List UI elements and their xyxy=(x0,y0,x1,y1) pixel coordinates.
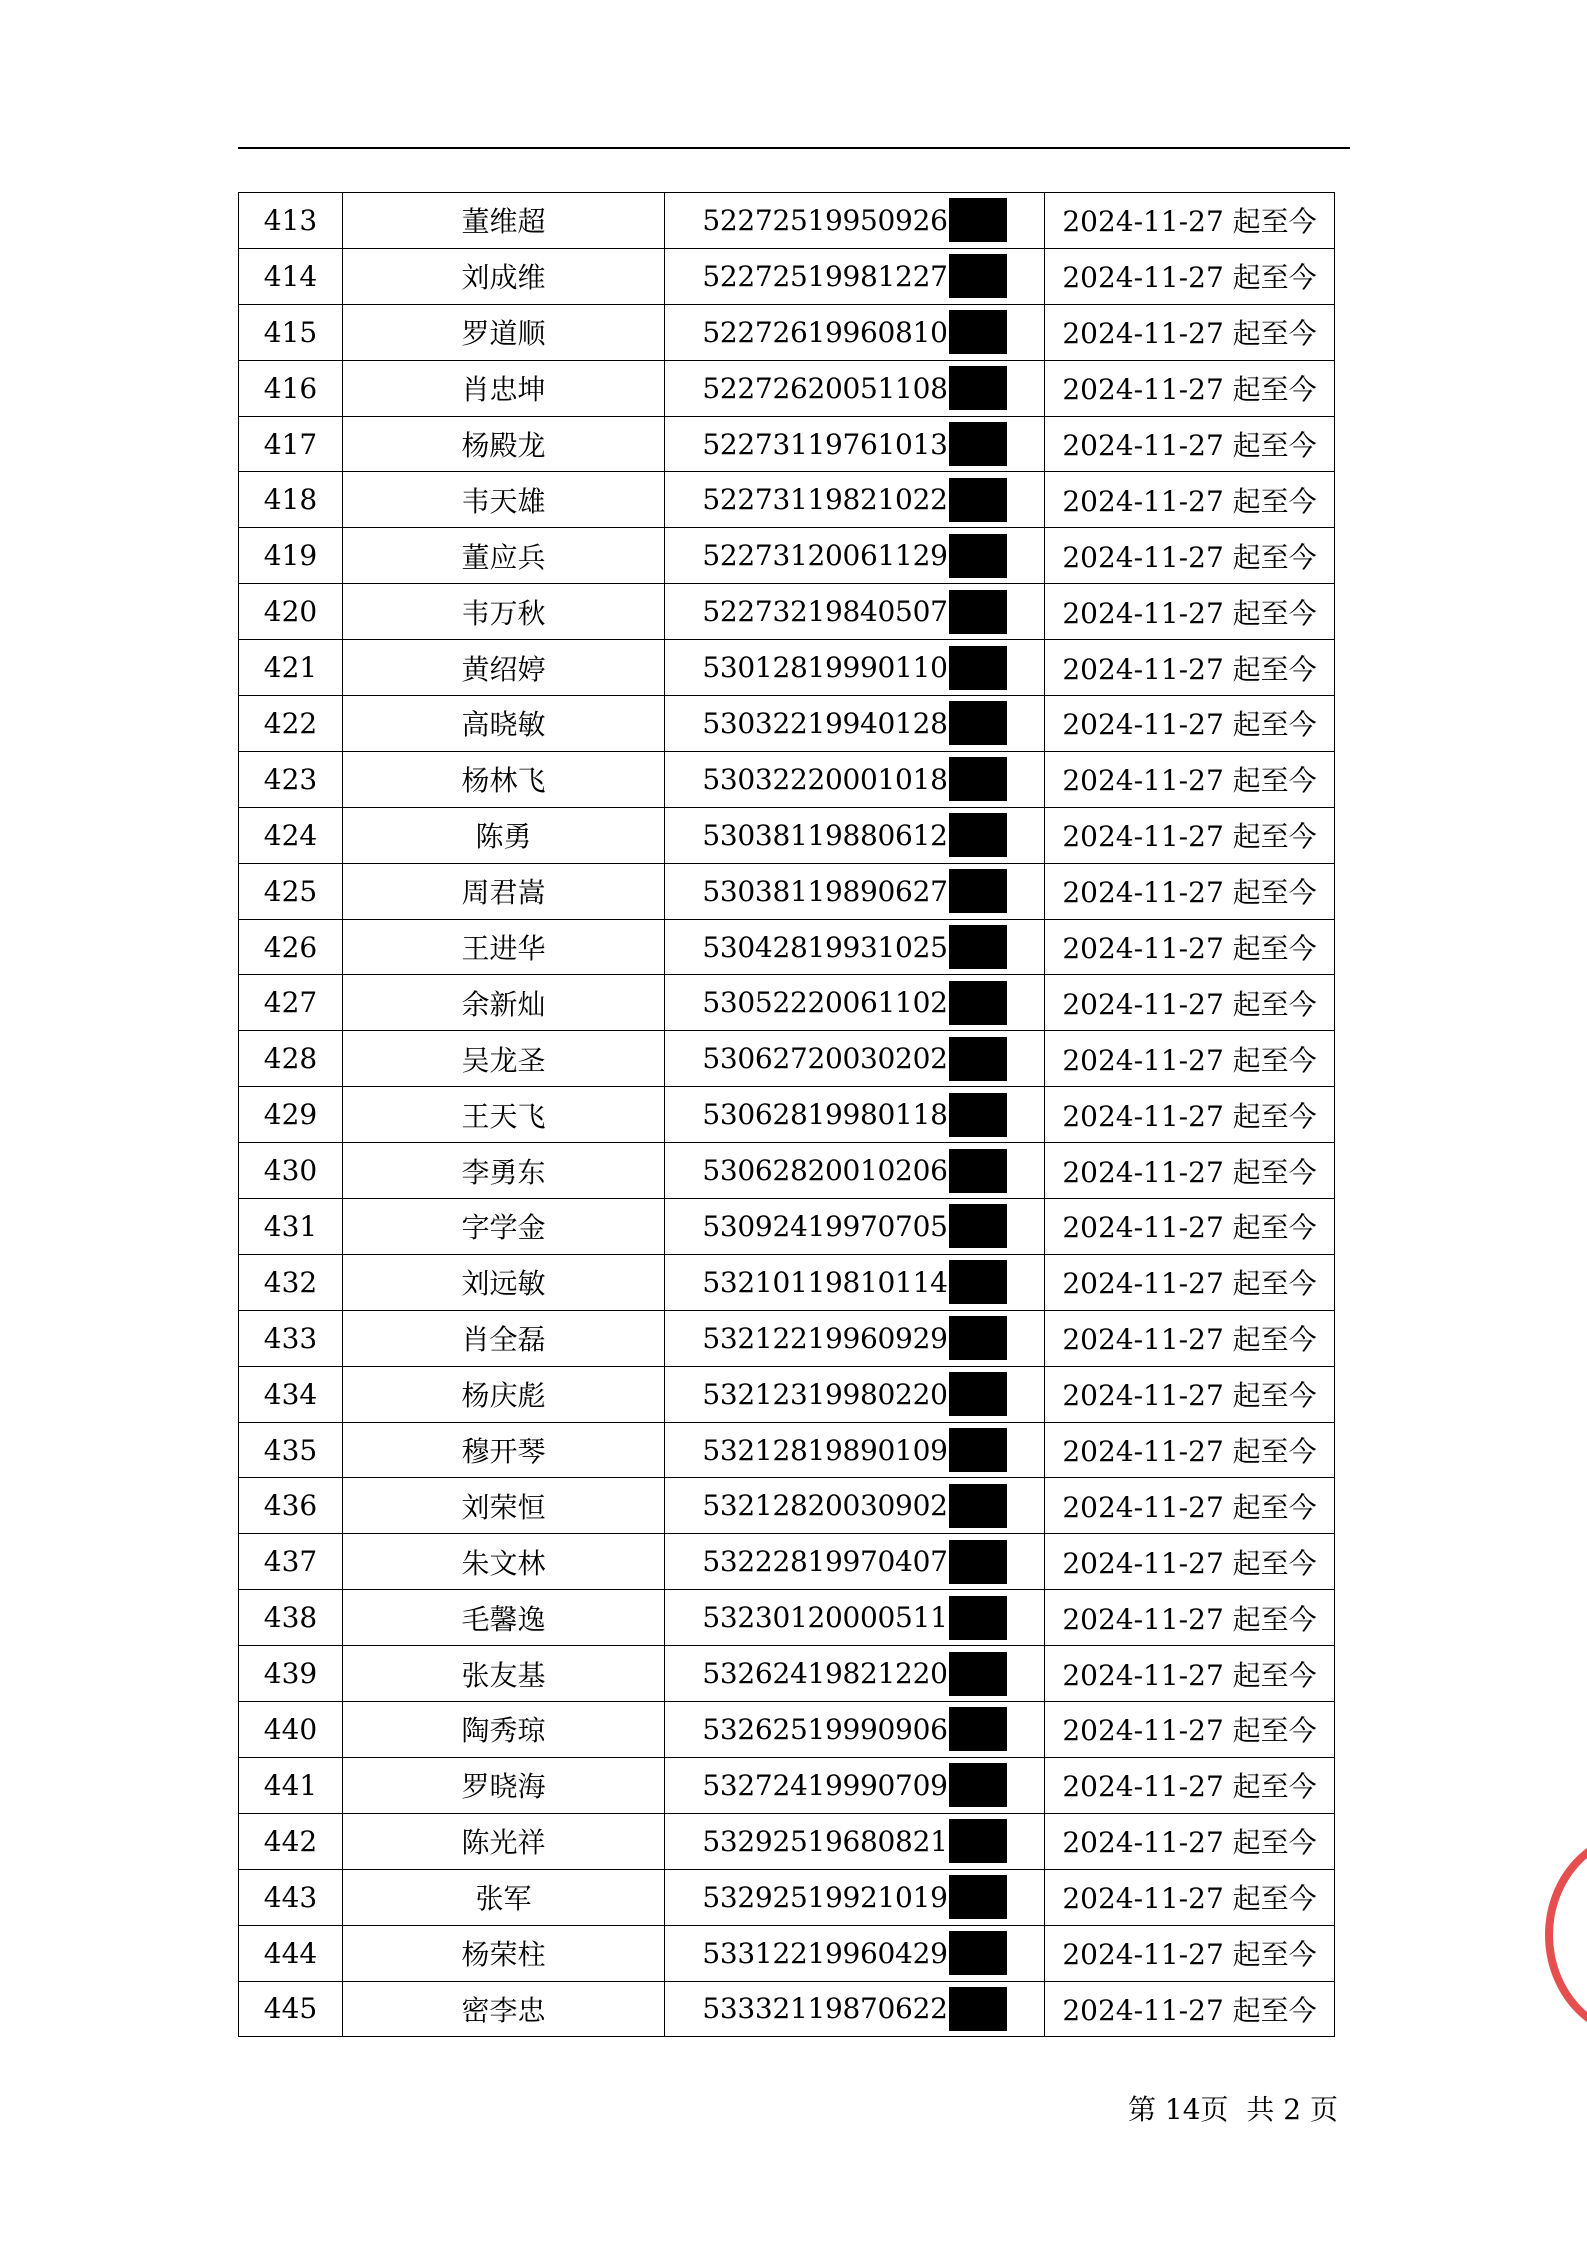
person-name: 韦万秋 xyxy=(343,584,665,640)
id-number: 53210119810114 xyxy=(702,1265,948,1299)
id-number-cell xyxy=(665,472,1045,528)
person-name: 余新灿 xyxy=(343,975,665,1031)
red-seal-stamp xyxy=(1545,1830,1587,2040)
id-number: 53222819970407 xyxy=(702,1545,948,1579)
person-name: 王进华 xyxy=(343,919,665,975)
person-name: 密李忠 xyxy=(343,1981,665,2037)
id-number-cell xyxy=(665,1143,1045,1199)
start-date: 2024-11-27 起至今 xyxy=(1045,193,1335,249)
id-number-cell xyxy=(665,1590,1045,1646)
id-number: 53212820030902 xyxy=(702,1489,948,1523)
row-number: 424 xyxy=(239,807,343,863)
table-row xyxy=(239,360,1335,416)
redaction-block xyxy=(949,981,1007,1025)
start-date: 2024-11-27 起至今 xyxy=(1045,1366,1335,1422)
id-number-cell xyxy=(665,304,1045,360)
row-number: 422 xyxy=(239,696,343,752)
row-number: 421 xyxy=(239,640,343,696)
id-number: 53038119880612 xyxy=(702,818,948,852)
id-number: 53062819980118 xyxy=(702,1098,948,1132)
table-row xyxy=(239,1143,1335,1199)
redaction-block xyxy=(949,1875,1007,1919)
row-number: 420 xyxy=(239,584,343,640)
redaction-block xyxy=(949,1037,1007,1081)
row-number: 426 xyxy=(239,919,343,975)
row-number: 419 xyxy=(239,528,343,584)
redaction-block xyxy=(949,590,1007,634)
id-number-cell xyxy=(665,1869,1045,1925)
table-row xyxy=(239,1757,1335,1813)
id-number-cell xyxy=(665,807,1045,863)
start-date: 2024-11-27 起至今 xyxy=(1045,1981,1335,2037)
id-number: 52273119821022 xyxy=(702,483,948,517)
id-number-cell xyxy=(665,1646,1045,1702)
start-date: 2024-11-27 起至今 xyxy=(1045,640,1335,696)
roster-body xyxy=(239,193,1335,2037)
person-name: 毛馨逸 xyxy=(343,1590,665,1646)
redaction-block xyxy=(949,534,1007,578)
id-number: 53038119890627 xyxy=(702,874,948,908)
redaction-block xyxy=(949,366,1007,410)
id-number-cell xyxy=(665,1254,1045,1310)
person-name: 刘远敏 xyxy=(343,1254,665,1310)
person-name: 陶秀琼 xyxy=(343,1702,665,1758)
id-number-cell xyxy=(665,193,1045,249)
id-number: 53212219960929 xyxy=(702,1321,948,1355)
id-number-cell xyxy=(665,640,1045,696)
start-date: 2024-11-27 起至今 xyxy=(1045,304,1335,360)
start-date: 2024-11-27 起至今 xyxy=(1045,360,1335,416)
start-date: 2024-11-27 起至今 xyxy=(1045,919,1335,975)
id-number: 53212819890109 xyxy=(702,1433,948,1467)
table-row xyxy=(239,1031,1335,1087)
redaction-block xyxy=(949,813,1007,857)
id-number-cell xyxy=(665,863,1045,919)
person-name: 陈勇 xyxy=(343,807,665,863)
start-date: 2024-11-27 起至今 xyxy=(1045,751,1335,807)
table-row xyxy=(239,751,1335,807)
start-date: 2024-11-27 起至今 xyxy=(1045,1646,1335,1702)
start-date: 2024-11-27 起至今 xyxy=(1045,1702,1335,1758)
table-row xyxy=(239,1254,1335,1310)
row-number: 439 xyxy=(239,1646,343,1702)
row-number: 431 xyxy=(239,1199,343,1255)
redaction-block xyxy=(949,1372,1007,1416)
row-number: 415 xyxy=(239,304,343,360)
table-row xyxy=(239,807,1335,863)
id-number: 52273119761013 xyxy=(702,427,948,461)
person-name: 高晓敏 xyxy=(343,696,665,752)
table-row xyxy=(239,248,1335,304)
id-number-cell xyxy=(665,696,1045,752)
table-row xyxy=(239,975,1335,1031)
id-number: 53292519921019 xyxy=(702,1880,948,1914)
start-date: 2024-11-27 起至今 xyxy=(1045,863,1335,919)
id-number: 53052220061102 xyxy=(702,986,948,1020)
row-number: 418 xyxy=(239,472,343,528)
redaction-block xyxy=(949,1652,1007,1696)
start-date: 2024-11-27 起至今 xyxy=(1045,1813,1335,1869)
person-name: 刘荣恒 xyxy=(343,1478,665,1534)
id-number-cell xyxy=(665,1925,1045,1981)
start-date: 2024-11-27 起至今 xyxy=(1045,1422,1335,1478)
person-name: 董维超 xyxy=(343,193,665,249)
id-number: 53262519990906 xyxy=(702,1712,948,1746)
table-row xyxy=(239,472,1335,528)
header-rule xyxy=(238,147,1350,149)
row-number: 413 xyxy=(239,193,343,249)
id-number-cell xyxy=(665,1422,1045,1478)
redaction-block xyxy=(949,1484,1007,1528)
id-number-cell xyxy=(665,416,1045,472)
redaction-block xyxy=(949,1931,1007,1975)
person-name: 杨林飞 xyxy=(343,751,665,807)
start-date: 2024-11-27 起至今 xyxy=(1045,1087,1335,1143)
table-row xyxy=(239,1813,1335,1869)
start-date: 2024-11-27 起至今 xyxy=(1045,1031,1335,1087)
id-number: 53230120000511 xyxy=(702,1601,948,1635)
table-row xyxy=(239,1534,1335,1590)
row-number: 440 xyxy=(239,1702,343,1758)
id-number: 53062720030202 xyxy=(702,1042,948,1076)
id-number-cell xyxy=(665,584,1045,640)
row-number: 445 xyxy=(239,1981,343,2037)
id-number-cell xyxy=(665,1813,1045,1869)
person-name: 黄绍婷 xyxy=(343,640,665,696)
start-date: 2024-11-27 起至今 xyxy=(1045,1199,1335,1255)
id-number: 52272519981227 xyxy=(702,259,948,293)
row-number: 433 xyxy=(239,1310,343,1366)
id-number: 52272619960810 xyxy=(702,315,948,349)
id-number-cell xyxy=(665,1478,1045,1534)
start-date: 2024-11-27 起至今 xyxy=(1045,1757,1335,1813)
person-name: 肖忠坤 xyxy=(343,360,665,416)
redaction-block xyxy=(949,869,1007,913)
redaction-block xyxy=(949,198,1007,242)
id-number-cell xyxy=(665,975,1045,1031)
person-name: 罗晓海 xyxy=(343,1757,665,1813)
row-number: 438 xyxy=(239,1590,343,1646)
row-number: 432 xyxy=(239,1254,343,1310)
person-name: 李勇东 xyxy=(343,1143,665,1199)
table-row xyxy=(239,1310,1335,1366)
row-number: 427 xyxy=(239,975,343,1031)
id-number-cell xyxy=(665,1031,1045,1087)
start-date: 2024-11-27 起至今 xyxy=(1045,1143,1335,1199)
id-number: 53272419990709 xyxy=(702,1768,948,1802)
start-date: 2024-11-27 起至今 xyxy=(1045,1310,1335,1366)
start-date: 2024-11-27 起至今 xyxy=(1045,807,1335,863)
table-row xyxy=(239,640,1335,696)
page-footer xyxy=(1128,2088,1338,2128)
table-row xyxy=(239,696,1335,752)
id-number: 52273219840507 xyxy=(702,595,948,629)
row-number: 429 xyxy=(239,1087,343,1143)
id-number-cell xyxy=(665,1534,1045,1590)
start-date: 2024-11-27 起至今 xyxy=(1045,1254,1335,1310)
redaction-block xyxy=(949,254,1007,298)
table-row xyxy=(239,1702,1335,1758)
redaction-block xyxy=(949,1428,1007,1472)
id-number: 53032219940128 xyxy=(702,706,948,740)
redaction-block xyxy=(949,422,1007,466)
id-number: 53042819931025 xyxy=(702,930,948,964)
start-date: 2024-11-27 起至今 xyxy=(1045,416,1335,472)
table-row xyxy=(239,1869,1335,1925)
id-number: 53212319980220 xyxy=(702,1377,948,1411)
person-name: 杨荣柱 xyxy=(343,1925,665,1981)
id-number-cell xyxy=(665,1981,1045,2037)
person-name: 杨殿龙 xyxy=(343,416,665,472)
table-row xyxy=(239,1646,1335,1702)
id-number-cell xyxy=(665,751,1045,807)
person-name: 陈光祥 xyxy=(343,1813,665,1869)
id-number-cell xyxy=(665,248,1045,304)
table-row xyxy=(239,304,1335,360)
row-number: 444 xyxy=(239,1925,343,1981)
id-number: 52272620051108 xyxy=(702,371,948,405)
person-name: 肖全磊 xyxy=(343,1310,665,1366)
table-row xyxy=(239,1925,1335,1981)
start-date: 2024-11-27 起至今 xyxy=(1045,584,1335,640)
redaction-block xyxy=(949,1596,1007,1640)
redaction-block xyxy=(949,478,1007,522)
redaction-block xyxy=(949,310,1007,354)
id-number-cell xyxy=(665,1199,1045,1255)
table-row xyxy=(239,1590,1335,1646)
id-number-cell xyxy=(665,528,1045,584)
id-number: 53092419970705 xyxy=(702,1209,948,1243)
redaction-block xyxy=(949,1540,1007,1584)
row-number: 435 xyxy=(239,1422,343,1478)
redaction-block xyxy=(949,925,1007,969)
row-number: 414 xyxy=(239,248,343,304)
table-row xyxy=(239,1478,1335,1534)
start-date: 2024-11-27 起至今 xyxy=(1045,1534,1335,1590)
id-number-cell xyxy=(665,919,1045,975)
row-number: 428 xyxy=(239,1031,343,1087)
person-name: 杨庆彪 xyxy=(343,1366,665,1422)
person-name: 张军 xyxy=(343,1869,665,1925)
person-name: 穆开琴 xyxy=(343,1422,665,1478)
table-row xyxy=(239,1087,1335,1143)
start-date: 2024-11-27 起至今 xyxy=(1045,1869,1335,1925)
redaction-block xyxy=(949,1260,1007,1304)
page-number: 第 14页 xyxy=(1128,2093,1229,2126)
start-date: 2024-11-27 起至今 xyxy=(1045,1590,1335,1646)
table-row xyxy=(239,528,1335,584)
id-number: 53062820010206 xyxy=(702,1154,948,1188)
start-date: 2024-11-27 起至今 xyxy=(1045,472,1335,528)
person-name: 董应兵 xyxy=(343,528,665,584)
person-name: 吴龙圣 xyxy=(343,1031,665,1087)
redaction-block xyxy=(949,1819,1007,1863)
person-name: 韦天雄 xyxy=(343,472,665,528)
redaction-block xyxy=(949,757,1007,801)
row-number: 441 xyxy=(239,1757,343,1813)
redaction-block xyxy=(949,646,1007,690)
table-row xyxy=(239,1422,1335,1478)
row-number: 443 xyxy=(239,1869,343,1925)
redaction-block xyxy=(949,1763,1007,1807)
id-number: 52272519950926 xyxy=(702,203,948,237)
person-name: 字学金 xyxy=(343,1199,665,1255)
person-name: 朱文林 xyxy=(343,1534,665,1590)
person-name: 周君嵩 xyxy=(343,863,665,919)
id-number: 53312219960429 xyxy=(702,1936,948,1970)
start-date: 2024-11-27 起至今 xyxy=(1045,1478,1335,1534)
redaction-block xyxy=(949,1149,1007,1193)
table-row xyxy=(239,584,1335,640)
id-number-cell xyxy=(665,1366,1045,1422)
start-date: 2024-11-27 起至今 xyxy=(1045,528,1335,584)
table-row xyxy=(239,1981,1335,2037)
id-number: 53012819990110 xyxy=(702,651,948,685)
person-name: 张友基 xyxy=(343,1646,665,1702)
roster-table xyxy=(238,192,1335,2037)
table-row xyxy=(239,1366,1335,1422)
redaction-block xyxy=(949,1316,1007,1360)
page-total: 共 2 页 xyxy=(1246,2093,1338,2126)
table-row xyxy=(239,1199,1335,1255)
id-number: 53032220001018 xyxy=(702,762,948,796)
id-number: 53332119870622 xyxy=(702,1992,948,2026)
table-row xyxy=(239,919,1335,975)
person-name: 罗道顺 xyxy=(343,304,665,360)
start-date: 2024-11-27 起至今 xyxy=(1045,975,1335,1031)
start-date: 2024-11-27 起至今 xyxy=(1045,696,1335,752)
row-number: 437 xyxy=(239,1534,343,1590)
redaction-block xyxy=(949,701,1007,745)
row-number: 423 xyxy=(239,751,343,807)
id-number-cell xyxy=(665,1087,1045,1143)
table-row xyxy=(239,193,1335,249)
row-number: 417 xyxy=(239,416,343,472)
row-number: 416 xyxy=(239,360,343,416)
person-name: 刘成维 xyxy=(343,248,665,304)
redaction-block xyxy=(949,1707,1007,1751)
table-row xyxy=(239,416,1335,472)
row-number: 442 xyxy=(239,1813,343,1869)
row-number: 434 xyxy=(239,1366,343,1422)
id-number-cell xyxy=(665,360,1045,416)
redaction-block xyxy=(949,1204,1007,1248)
row-number: 425 xyxy=(239,863,343,919)
row-number: 436 xyxy=(239,1478,343,1534)
id-number: 53262419821220 xyxy=(702,1657,948,1691)
table-row xyxy=(239,863,1335,919)
id-number-cell xyxy=(665,1310,1045,1366)
start-date: 2024-11-27 起至今 xyxy=(1045,1925,1335,1981)
id-number-cell xyxy=(665,1702,1045,1758)
row-number: 430 xyxy=(239,1143,343,1199)
redaction-block xyxy=(949,1093,1007,1137)
person-name: 王天飞 xyxy=(343,1087,665,1143)
start-date: 2024-11-27 起至今 xyxy=(1045,248,1335,304)
id-number-cell xyxy=(665,1757,1045,1813)
id-number: 52273120061129 xyxy=(702,539,948,573)
id-number: 53292519680821 xyxy=(702,1824,948,1858)
redaction-block xyxy=(949,1987,1007,2031)
